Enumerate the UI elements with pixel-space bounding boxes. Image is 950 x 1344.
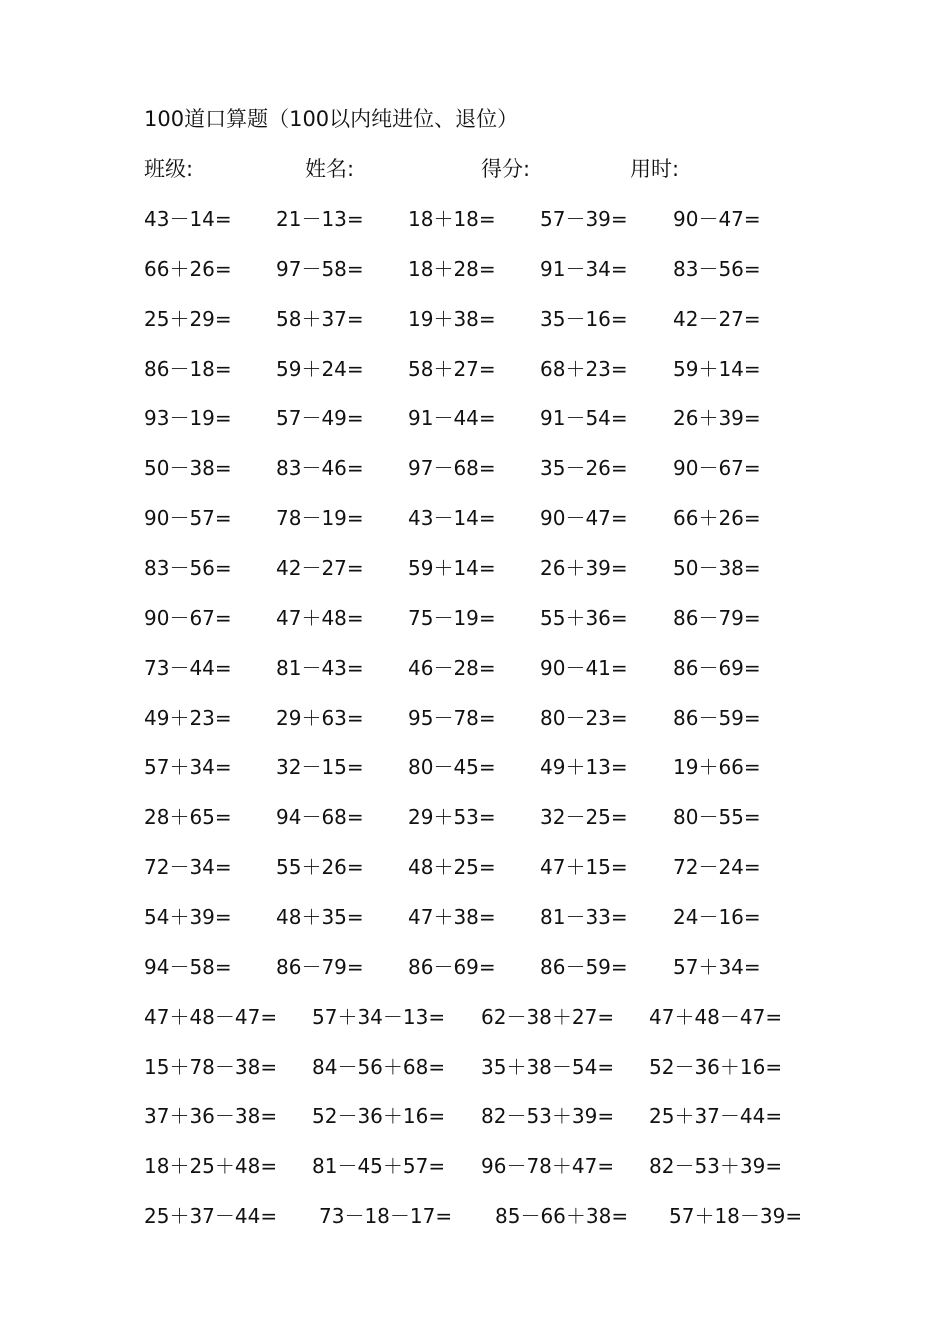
problem-item: 49＋13=	[540, 755, 628, 780]
problem-item: 43－14=	[144, 207, 232, 231]
problem-item: 18＋18=	[408, 207, 496, 231]
problem-item: 84－56＋68=	[312, 1054, 446, 1079]
problem-item: 26＋39=	[673, 406, 761, 431]
problem-item: 90－47=	[673, 207, 761, 231]
problem-item: 15＋78－38=	[144, 1054, 278, 1079]
problem-item: 29＋53=	[408, 805, 496, 830]
name-label: 姓名:	[305, 157, 355, 181]
problem-item: 81－45＋57=	[312, 1154, 446, 1179]
problem-item: 83－56=	[673, 256, 761, 281]
problem-item: 25＋37－44=	[649, 1104, 783, 1129]
worksheet-title: 100道口算题（100以内纯进位、退位）	[144, 107, 519, 131]
problem-item: 18＋28=	[408, 256, 496, 281]
problem-item: 47＋15=	[540, 855, 628, 880]
problem-item: 90－41=	[540, 655, 628, 680]
problem-item: 90－47=	[540, 506, 628, 531]
problem-item: 35＋38－54=	[481, 1054, 615, 1079]
problem-item: 72－34=	[144, 855, 232, 880]
problem-item: 66＋26=	[144, 256, 232, 281]
problem-item: 75－19=	[408, 605, 496, 630]
problem-item: 90－67=	[144, 605, 232, 630]
problem-item: 48＋35=	[276, 904, 364, 929]
problem-item: 19＋66=	[673, 755, 761, 780]
problem-item: 59＋14=	[408, 556, 496, 580]
problem-item: 91－34=	[540, 256, 628, 281]
problem-item: 68＋23=	[540, 356, 628, 381]
problem-item: 94－68=	[276, 805, 364, 830]
problem-item: 18＋25＋48=	[144, 1154, 278, 1179]
problem-item: 50－38=	[144, 456, 232, 481]
problem-item: 28＋65=	[144, 805, 232, 830]
problem-item: 55＋36=	[540, 605, 628, 630]
problem-item: 55＋26=	[276, 855, 364, 880]
time-label: 用时:	[630, 157, 680, 181]
problem-item: 49＋23=	[144, 705, 232, 730]
problem-item: 47＋38=	[408, 904, 496, 929]
problem-item: 90－57=	[144, 506, 232, 531]
problem-item: 81－43=	[276, 655, 364, 680]
problem-item: 57＋34=	[144, 755, 232, 780]
problem-item: 50－38=	[673, 556, 761, 580]
problem-item: 83－56=	[144, 556, 232, 580]
problem-item: 24－16=	[673, 904, 761, 929]
problem-item: 78－19=	[276, 506, 364, 531]
problem-item: 19＋38=	[408, 306, 496, 331]
problem-item: 81－33=	[540, 904, 628, 929]
problem-item: 94－58=	[144, 954, 232, 979]
problem-item: 97－68=	[408, 456, 496, 481]
problem-item: 66＋26=	[673, 506, 761, 531]
problem-item: 26＋39=	[540, 556, 628, 580]
problem-item: 57＋34－13=	[312, 1004, 446, 1029]
problem-item: 80－45=	[408, 755, 496, 780]
problem-item: 47＋48=	[276, 605, 364, 630]
problem-item: 59＋24=	[276, 356, 364, 381]
problem-item: 58＋27=	[408, 356, 496, 381]
problem-item: 25＋37－44=	[144, 1204, 278, 1228]
problem-item: 86－59=	[540, 954, 628, 979]
problem-item: 43－14=	[408, 506, 496, 531]
problem-item: 80－23=	[540, 705, 628, 730]
problem-item: 73－18－17=	[319, 1204, 453, 1228]
problem-item: 57＋34=	[673, 954, 761, 979]
problem-item: 35－16=	[540, 306, 628, 331]
problem-item: 57＋18－39=	[669, 1204, 803, 1228]
problem-item: 86－69=	[408, 954, 496, 979]
problem-item: 52－36＋16=	[649, 1054, 783, 1079]
problem-item: 91－54=	[540, 406, 628, 431]
problem-item: 82－53＋39=	[649, 1154, 783, 1179]
problem-item: 91－44=	[408, 406, 496, 431]
problem-item: 97－58=	[276, 256, 364, 281]
class-label: 班级:	[144, 157, 194, 181]
problem-item: 46－28=	[408, 655, 496, 680]
problem-item: 73－44=	[144, 655, 232, 680]
problem-item: 86－79=	[276, 954, 364, 979]
problem-item: 25＋29=	[144, 306, 232, 331]
problem-item: 57－39=	[540, 207, 628, 231]
problem-item: 86－18=	[144, 356, 232, 381]
problem-item: 54＋39=	[144, 904, 232, 929]
problem-item: 52－36＋16=	[312, 1104, 446, 1129]
problem-item: 86－69=	[673, 655, 761, 680]
problem-item: 96－78＋47=	[481, 1154, 615, 1179]
problem-item: 48＋25=	[408, 855, 496, 880]
problem-item: 37＋36－38=	[144, 1104, 278, 1129]
problem-item: 62－38＋27=	[481, 1004, 615, 1029]
problem-item: 42－27=	[276, 556, 364, 580]
problem-item: 85－66＋38=	[495, 1204, 629, 1228]
problem-item: 47＋48－47=	[649, 1004, 783, 1029]
problem-item: 47＋48－47=	[144, 1004, 278, 1029]
problem-item: 90－67=	[673, 456, 761, 481]
problem-item: 42－27=	[673, 306, 761, 331]
problem-item: 72－24=	[673, 855, 761, 880]
problem-item: 35－26=	[540, 456, 628, 481]
problem-item: 83－46=	[276, 456, 364, 481]
problem-item: 82－53＋39=	[481, 1104, 615, 1129]
problem-item: 86－79=	[673, 605, 761, 630]
problem-item: 86－59=	[673, 705, 761, 730]
problem-item: 93－19=	[144, 406, 232, 431]
problem-item: 59＋14=	[673, 356, 761, 381]
problem-item: 57－49=	[276, 406, 364, 431]
problem-item: 29＋63=	[276, 705, 364, 730]
problem-item: 95－78=	[408, 705, 496, 730]
problem-item: 21－13=	[276, 207, 364, 231]
problem-item: 32－25=	[540, 805, 628, 830]
problem-item: 58＋37=	[276, 306, 364, 331]
problem-item: 80－55=	[673, 805, 761, 830]
problem-item: 32－15=	[276, 755, 364, 780]
score-label: 得分:	[481, 157, 531, 181]
